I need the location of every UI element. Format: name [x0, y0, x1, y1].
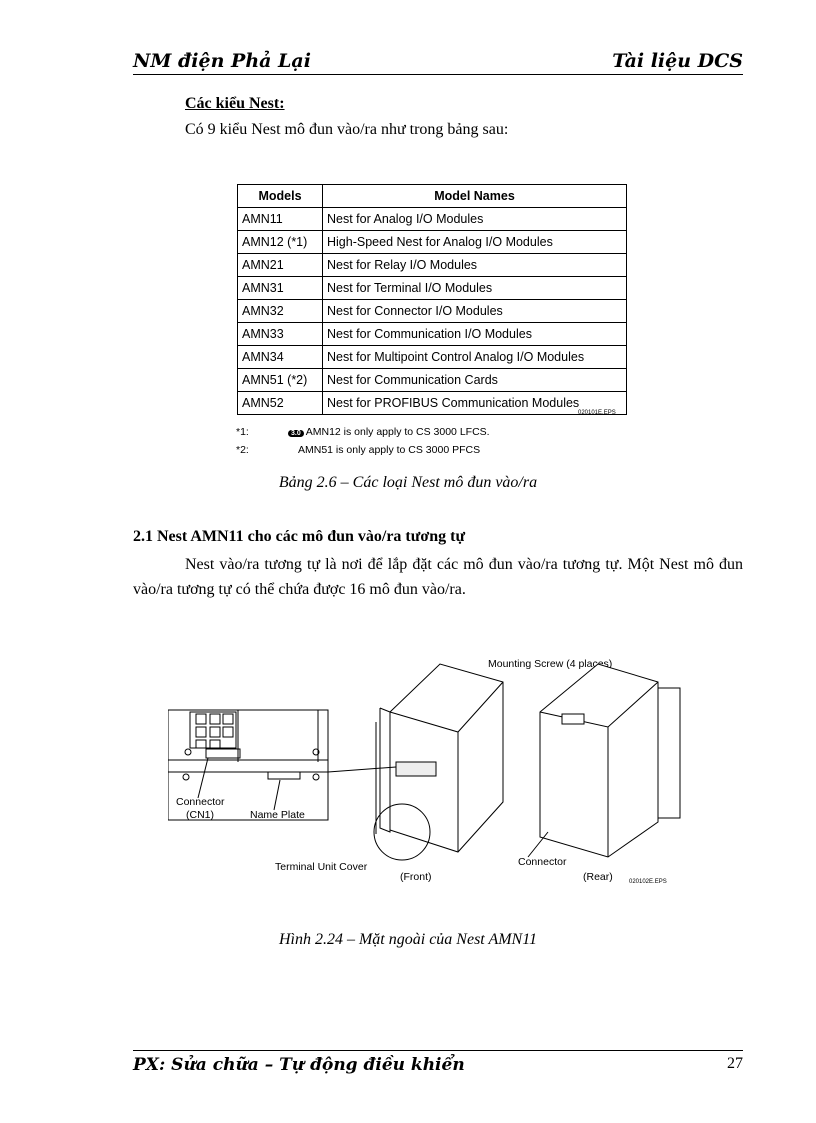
table-row	[238, 392, 627, 415]
table-row	[238, 231, 627, 254]
model-name-cell: Nest for PROFIBUS Communication Modules	[323, 392, 627, 415]
name-plate-label: Name Plate	[250, 809, 305, 821]
table-header-row	[238, 185, 627, 208]
model-name-cell: Nest for Communication Cards	[323, 369, 627, 392]
model-cell: AMN31	[238, 277, 323, 300]
cn1-label: (CN1)	[186, 809, 214, 821]
model-cell: AMN32	[238, 300, 323, 323]
header-left: NM điện Phả Lại	[133, 50, 311, 72]
version-badge: 3.0	[288, 430, 304, 437]
nest-models-table	[237, 184, 627, 415]
column-header: Models	[238, 185, 323, 208]
section-heading: 2.1 Nest AMN11 cho các mô đun vào/ra tương tự	[133, 528, 466, 545]
table-row	[238, 277, 627, 300]
model-name-cell: Nest for Connector I/O Modules	[323, 300, 627, 323]
note-text: AMN12 is only apply to CS 3000 LFCS.	[305, 426, 490, 438]
body-paragraph: Nest vào/ra tương tự là nơi để lắp đặt các mô đun vào/ra tương tự. Một Nest mô đun vào/ra tương tự có thể chứa được 16 mô đun vào/ra.	[133, 556, 743, 598]
page-header	[133, 50, 743, 75]
section-title: Các kiểu Nest:	[185, 95, 285, 112]
model-name-cell: Nest for Relay I/O Modules	[323, 254, 627, 277]
connector-cn1-label: Connector	[176, 796, 225, 808]
rear-connector-label: Connector	[518, 856, 567, 868]
model-cell: AMN34	[238, 346, 323, 369]
table-row	[238, 208, 627, 231]
table-row	[238, 254, 627, 277]
model-name-cell: Nest for Multipoint Control Analog I/O Modules	[323, 346, 627, 369]
nest-rear-unit	[528, 664, 680, 857]
header-right: Tài liệu DCS	[612, 50, 743, 72]
table-row	[238, 300, 627, 323]
model-cell: AMN51 (*2)	[238, 369, 323, 392]
table-row	[238, 346, 627, 369]
column-header: Model Names	[323, 185, 627, 208]
note-text: AMN51 is only apply to CS 3000 PFCS	[298, 444, 481, 456]
model-name-cell: High-Speed Nest for Analog I/O Modules	[323, 231, 627, 254]
mounting-screw-label: Mounting Screw (4 places)	[488, 658, 613, 670]
note-key: *1:	[236, 426, 249, 438]
note-key: *2:	[236, 444, 249, 456]
table-row	[238, 369, 627, 392]
model-name-cell: Nest for Communication I/O Modules	[323, 323, 627, 346]
page-number: 27	[727, 1055, 743, 1072]
rear-view-label: (Rear)	[583, 871, 613, 883]
page-footer	[133, 1050, 743, 1075]
intro-text: Có 9 kiểu Nest mô đun vào/ra như trong bảng sau:	[185, 121, 509, 138]
model-cell: AMN52	[238, 392, 323, 415]
figure-caption: Hình 2.24 – Mặt ngoài của Nest AMN11	[278, 931, 538, 948]
table-note	[236, 426, 490, 438]
model-name-cell: Nest for Analog I/O Modules	[323, 208, 627, 231]
table-row	[238, 323, 627, 346]
model-cell: AMN11	[238, 208, 323, 231]
table-file-code: 020101E.EPS	[578, 410, 616, 416]
model-cell: AMN21	[238, 254, 323, 277]
model-cell: AMN33	[238, 323, 323, 346]
figure-file-code: 020102E.EPS	[629, 879, 667, 885]
footer-left: PX: Sửa chữa – Tự động điều khiển	[133, 1055, 465, 1075]
terminal-cover-label: Terminal Unit Cover	[275, 861, 368, 873]
nest-amn11-figure	[168, 652, 698, 894]
table-caption: Bảng 2.6 – Các loại Nest mô đun vào/ra	[278, 474, 538, 491]
table-note	[236, 444, 480, 456]
front-view-label: (Front)	[400, 871, 432, 883]
model-name-cell: Nest for Terminal I/O Modules	[323, 277, 627, 300]
nest-front-unit	[328, 664, 503, 860]
model-cell: AMN12 (*1)	[238, 231, 323, 254]
